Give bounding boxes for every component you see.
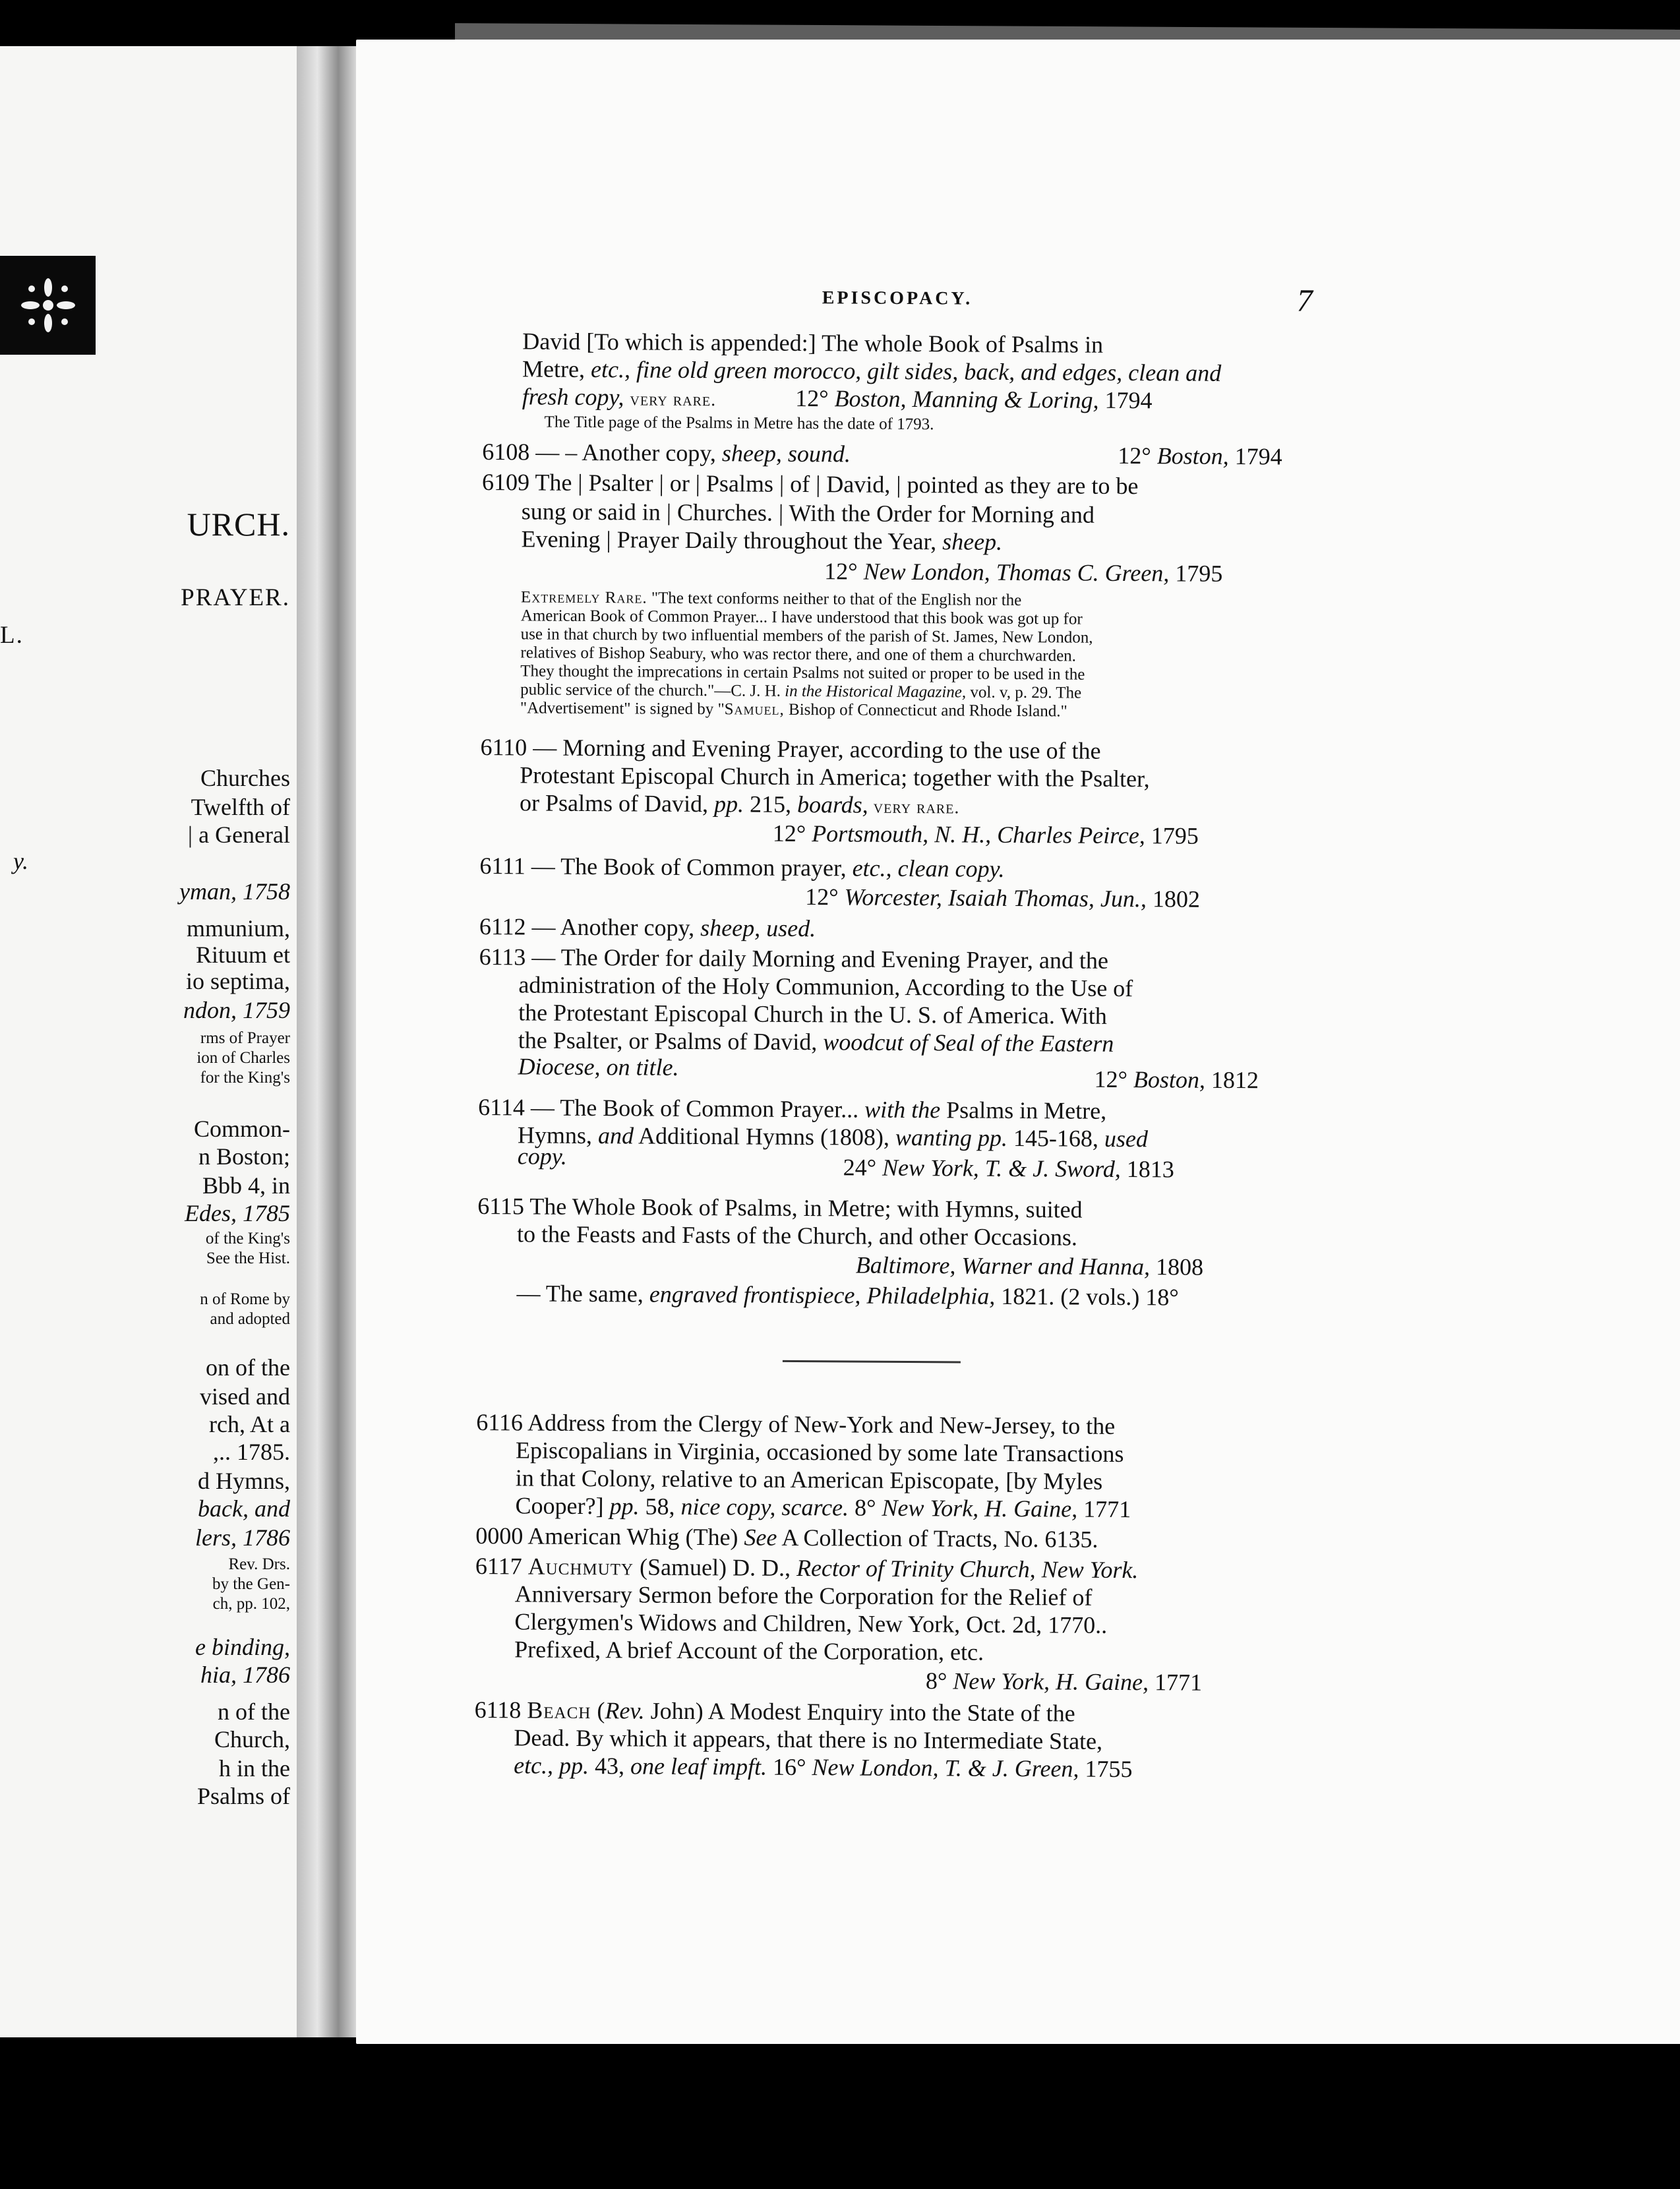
- entry-6114-line: 6114 — The Book of Common Prayer... with the Psalms in Metre,: [478, 1094, 1107, 1124]
- entry-6113-line: administration of the Holy Communion, According to the Use of: [518, 971, 1133, 1002]
- left-line: mmunium,: [186, 915, 290, 942]
- entry-6108: 6108 — – Another copy, sheep, sound.: [482, 438, 851, 467]
- entry-6110-line: or Psalms of David, pp. 215, boards, very rare.: [519, 789, 960, 818]
- entry-6115-imprint: Baltimore, Warner and Hanna, 1808: [855, 1251, 1204, 1280]
- entry-6107-imprint: fresh copy, very rare. 12° Boston, Manning & Loring, 1794: [522, 383, 1153, 414]
- left-line: Bbb 4, in: [202, 1172, 290, 1199]
- entry-6115-same: — The same, engraved frontispiece, Philadelphia, 1821. (2 vols.) 18°: [516, 1280, 1179, 1311]
- entry-6117-imprint: 8° New York, H. Gaine, 1771: [925, 1667, 1203, 1696]
- left-line: yman, 1758: [179, 878, 290, 905]
- entry-6114-line: Hymns, and Additional Hymns (1808), wanting pp. 145-168, used: [517, 1122, 1149, 1153]
- entry-6109-note: "Advertisement" is signed by "Samuel, Bishop of Connecticut and Rhode Island.": [520, 699, 1067, 721]
- entry-6117-line: Prefixed, A brief Account of the Corporation, etc.: [514, 1636, 984, 1665]
- entry-6118-line: Dead. By which it appears, that there is no Intermediate State,: [514, 1724, 1103, 1754]
- left-small: ch, pp. 102,: [212, 1595, 290, 1613]
- entry-6116-line: in that Colony, relative to an American Episcopate, [by Myles: [515, 1464, 1103, 1495]
- entry-6115-line: to the Feasts and Fasts of the Church, and other Occasions.: [516, 1220, 1078, 1251]
- entry-6109-note: public service of the church."—C. J. H. in the Historical Magazine, vol. v, p. 29. The: [520, 680, 1082, 702]
- left-small: Rev. Drs.: [228, 1555, 290, 1573]
- left-subheading-2: L.: [0, 622, 24, 649]
- entry-6114-imprint: 24° New York, T. & J. Sword, 1813: [843, 1154, 1174, 1183]
- entry-6113-imprint: 12° Boston, 1812: [1094, 1065, 1259, 1094]
- left-small: for the King's: [200, 1069, 290, 1087]
- right-page: [356, 40, 1680, 2044]
- entry-6109-note: They thought the imprecations in certain Psalms not suited or proper to be used in the: [520, 662, 1085, 684]
- left-line: ndon, 1759: [183, 997, 290, 1023]
- left-line: hia, 1786: [200, 1662, 290, 1688]
- left-small: rms of Prayer: [200, 1029, 290, 1047]
- entry-6107-line: Metre, etc., fine old green morocco, gilt sides, back, and edges, clean and: [522, 355, 1222, 386]
- left-line: h in the: [219, 1755, 290, 1782]
- left-subheading: PRAYER.: [181, 584, 290, 611]
- left-line: d Hymns,: [197, 1468, 290, 1494]
- left-line: io septima,: [186, 968, 290, 994]
- left-line: y.: [13, 848, 28, 874]
- entry-6109-note: use in that church by two influential members of the parish of St. James, New London,: [520, 625, 1093, 647]
- left-line: lers, 1786: [195, 1524, 290, 1551]
- entry-6114-line: copy.: [517, 1143, 567, 1170]
- page-number: 7: [1296, 283, 1313, 318]
- left-small: See the Hist.: [206, 1249, 290, 1267]
- left-small: of the King's: [205, 1230, 290, 1247]
- entry-6118-line: 6118 Beach (Rev. John) A Modest Enquiry into the State of the: [474, 1696, 1075, 1727]
- entry-6107-note: The Title page of the Psalms in Metre has the date of 1793.: [544, 413, 934, 434]
- left-line: on of the: [206, 1354, 290, 1381]
- left-heading: URCH.: [187, 506, 290, 543]
- entry-6118-line: etc., pp. 43, one leaf impft. 16° New London, T. & J. Green, 1755: [514, 1752, 1133, 1783]
- entry-6109-imprint: 12° New London, Thomas C. Green, 1795: [824, 558, 1223, 587]
- left-line: rch, At a: [209, 1411, 290, 1437]
- entry-6107-line: David [To which is appended:] The whole Book of Psalms in: [522, 328, 1104, 358]
- left-line: Edes, 1785: [185, 1200, 290, 1226]
- entry-6111: 6111 — The Book of Common prayer, etc., clean copy.: [479, 853, 1005, 882]
- entry-6109-line: 6109 The | Psalter | or | Psalms | of | David, | pointed as they are to be: [481, 469, 1139, 500]
- entry-6115-line: 6115 The Whole Book of Psalms, in Metre; with Hymns, suited: [477, 1193, 1083, 1223]
- entry-6117-line: Clergymen's Widows and Children, New York, Oct. 2d, 1770..: [514, 1608, 1108, 1638]
- entry-6109-note: Extremely Rare. "The text conforms neither to that of the English nor the: [520, 588, 1022, 610]
- entry-6117-line: Anniversary Sermon before the Corporation for the Relief of: [514, 1580, 1093, 1611]
- entry-6110-line: 6110 — Morning and Evening Prayer, according to the use of the: [480, 734, 1101, 764]
- entry-6108-imprint: 12° Boston, 1794: [1118, 442, 1282, 470]
- entry-6116-line: 6116 Address from the Clergy of New-York and New-Jersey, to the: [476, 1409, 1116, 1439]
- entry-6112: 6112 — Another copy, sheep, used.: [479, 913, 816, 942]
- left-page: [0, 46, 310, 2037]
- fleuron-icon: [12, 269, 84, 342]
- left-small: and adopted: [210, 1310, 290, 1328]
- left-line: Churches: [200, 765, 290, 791]
- left-line: | a General: [187, 822, 290, 848]
- left-small: ion of Charles: [196, 1049, 290, 1067]
- entry-6111-imprint: 12° Worcester, Isaiah Thomas, Jun., 1802: [805, 884, 1201, 913]
- left-line: Psalms of: [196, 1783, 290, 1809]
- entry-6113-line: 6113 — The Order for daily Morning and Evening Prayer, and the: [479, 944, 1109, 974]
- entry-6116-line: Episcopalians in Virginia, occasioned by some late Transactions: [515, 1437, 1124, 1468]
- entry-6110-imprint: 12° Portsmouth, N. H., Charles Peirce, 1795: [772, 820, 1199, 849]
- entry-6109-note: relatives of Bishop Seabury, who was rector there, and one of them a churchwarden.: [520, 644, 1077, 665]
- entry-6116-line: Cooper?] pp. 58, nice copy, scarce. 8° New York, H. Gaine, 1771: [515, 1492, 1131, 1523]
- entry-6113-line: Diocese, on title.: [518, 1053, 679, 1081]
- left-line: Twelfth of: [191, 794, 290, 820]
- left-line: Common-: [193, 1116, 290, 1142]
- entry-6109-note: American Book of Common Prayer... I have understood that this book was got up for: [520, 607, 1083, 628]
- left-line: e binding,: [195, 1634, 290, 1660]
- left-small: by the Gen-: [212, 1575, 290, 1593]
- entry-6109-line: sung or said in | Churches. | With the Order for Morning and: [521, 498, 1095, 528]
- left-line: n Boston;: [198, 1143, 290, 1170]
- entry-6113-line: the Protestant Episcopal Church in the U. S. of America. With: [518, 999, 1107, 1029]
- left-line: Church,: [214, 1726, 290, 1753]
- left-line: vised and: [200, 1383, 290, 1410]
- left-line: Rituum et: [196, 942, 290, 968]
- running-header: EPISCOPACY.: [822, 287, 973, 309]
- left-line: back, and: [198, 1495, 290, 1522]
- entry-6113-line: the Psalter, or Psalms of David, woodcut of Seal of the Eastern: [518, 1027, 1114, 1057]
- section-rule: [783, 1360, 961, 1364]
- entry-0000: 0000 American Whig (The) See A Collection of Tracts, No. 6135.: [475, 1522, 1098, 1553]
- ornament-block: [0, 256, 96, 355]
- left-line: n of the: [218, 1698, 290, 1725]
- left-line: ,.. 1785.: [213, 1439, 290, 1465]
- book-gutter: [297, 46, 356, 2037]
- left-small: n of Rome by: [200, 1290, 290, 1308]
- entry-6117-line: 6117 Auchmuty (Samuel) D. D., Rector of Trinity Church, New York.: [475, 1553, 1139, 1584]
- entry-6109-line: Evening | Prayer Daily throughout the Year, sheep.: [521, 525, 1003, 555]
- entry-6110-line: Protestant Episcopal Church in America; together with the Psalter,: [520, 762, 1150, 793]
